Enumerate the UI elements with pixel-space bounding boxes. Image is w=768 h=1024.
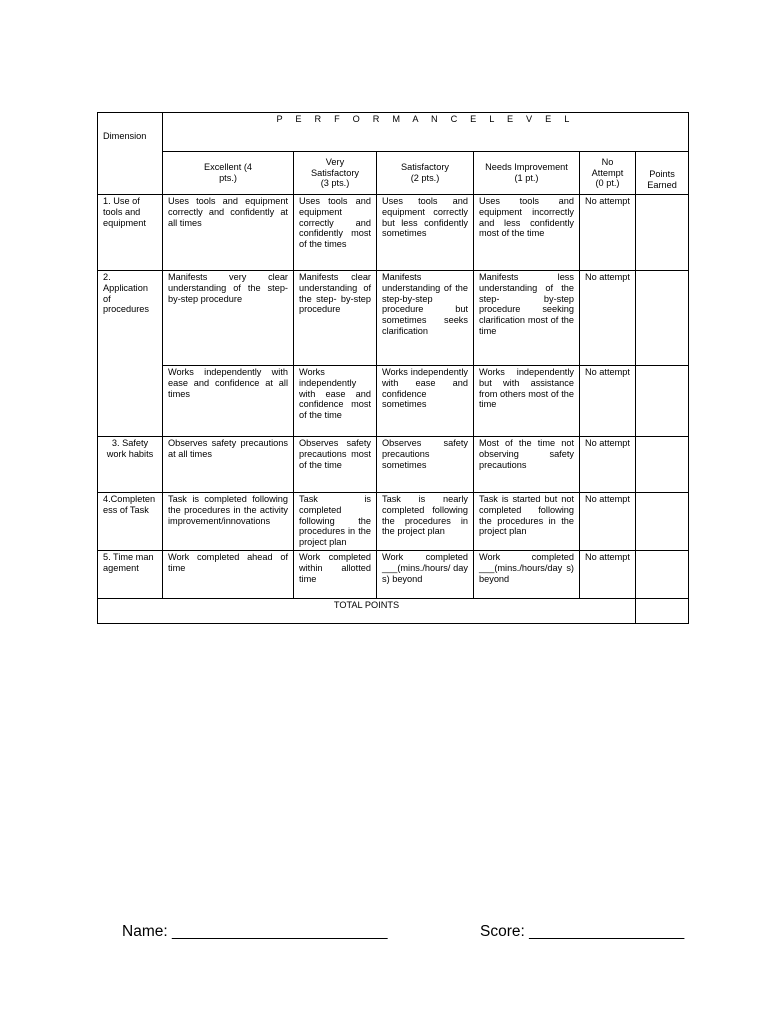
dimension-cell: 4.Completeness of Task (98, 493, 163, 551)
rubric-row-completeness-of-task (98, 493, 689, 551)
total-points-row (98, 599, 689, 624)
level-points: (0 pt.) (595, 178, 620, 189)
points-earned-cell (636, 195, 689, 271)
criteria-cell-satisfactory: Task is nearly completed following the procedures in the project plan (377, 493, 474, 551)
rubric-row-time-management (98, 551, 689, 599)
level-name: Needs Improvement (485, 162, 568, 173)
criteria-cell-excellent: Work completed ahead of time (163, 551, 294, 599)
criteria-cell-very-satisfactory: Observes safety precautions most of the time (294, 437, 377, 493)
criteria-cell-needs-improvement: Manifests less understanding of the step- by-step procedure seeking clarification most of the time (474, 271, 580, 366)
criteria-cell-no-attempt: No attempt (580, 366, 636, 437)
total-points-value-cell (636, 599, 689, 624)
criteria-cell-excellent: Uses tools and equipment correctly and confidently at all times (163, 195, 294, 271)
name-field: Name: _________________________ (122, 923, 388, 940)
points-earned-cell (636, 366, 689, 437)
criteria-cell-very-satisfactory: Work completed within allotted time (294, 551, 377, 599)
points-earned-cell (636, 271, 689, 366)
dimension-cell: 5. Time management (98, 551, 163, 599)
points-earned-cell (636, 551, 689, 599)
dimension-header: Dimension (103, 131, 147, 142)
performance-level-heading: P E R F O R M A N C E L E V E L (163, 113, 689, 152)
criteria-cell-no-attempt: No attempt (580, 493, 636, 551)
level-header-excellent (163, 152, 294, 195)
points-earned-cell (636, 437, 689, 493)
score-field: Score: __________________ (480, 923, 685, 940)
level-header-no-attempt (580, 152, 636, 195)
rubric-row-work-independently (98, 366, 689, 437)
level-points: (1 pt.) (514, 173, 539, 183)
dimension-header-cell (98, 113, 163, 195)
performance-rubric-table (97, 112, 689, 624)
criteria-cell-satisfactory: Works independently with ease and confidence sometimes (377, 366, 474, 437)
dimension-cell: 3. Safety work habits (98, 437, 163, 493)
criteria-cell-no-attempt: No attempt (580, 271, 636, 366)
dimension-cell: 2. Application of procedures (98, 271, 163, 437)
rubric-row-use-of-tools (98, 195, 689, 271)
criteria-cell-needs-improvement: Most of the time not observing safety precautions (474, 437, 580, 493)
points-earned-header: Points Earned (636, 152, 689, 195)
level-header-needs-improvement (474, 152, 580, 195)
level-header-very-satisfactory (294, 152, 377, 195)
level-points: (2 pts.) (410, 173, 440, 183)
total-points-label: TOTAL POINTS (98, 599, 636, 624)
criteria-cell-no-attempt: No attempt (580, 551, 636, 599)
criteria-cell-very-satisfactory: Uses tools and equipment correctly and confidently most of the times (294, 195, 377, 271)
rubric-row-application-of-procedures (98, 271, 689, 366)
criteria-cell-satisfactory: Uses tools and equipment correctly but less confidently sometimes (377, 195, 474, 271)
criteria-cell-excellent: Observes safety precautions at all times (163, 437, 294, 493)
level-name: Very Satisfactory (311, 156, 359, 178)
criteria-cell-satisfactory: Work completed ___(mins./hours/ day s) beyond (377, 551, 474, 599)
criteria-cell-needs-improvement: Task is started but not completed following the procedures in the project plan (474, 493, 580, 551)
level-points: pts.) (219, 173, 237, 183)
rubric-row-safety-work-habits (98, 437, 689, 493)
level-header-satisfactory (377, 152, 474, 195)
level-name: Excellent (4 (203, 162, 252, 173)
criteria-cell-no-attempt: No attempt (580, 437, 636, 493)
criteria-cell-needs-improvement: Works independently but with assistance from others most of the time (474, 366, 580, 437)
points-earned-cell (636, 493, 689, 551)
criteria-cell-needs-improvement: Work completed ___(mins./hours/day s) beyond (474, 551, 580, 599)
criteria-cell-very-satisfactory: Manifests clear understanding of the step- by-step procedure (294, 271, 377, 366)
criteria-cell-excellent: Works independently with ease and confidence at all times (163, 366, 294, 437)
level-name: No Attempt (591, 156, 624, 178)
criteria-cell-satisfactory: Observes safety precautions sometimes (377, 437, 474, 493)
level-points: (3 pts.) (320, 178, 350, 189)
criteria-cell-very-satisfactory: Works independently with ease and confidence most of the time (294, 366, 377, 437)
criteria-cell-excellent: Task is completed following the procedures in the activity improvement/innovations (163, 493, 294, 551)
criteria-cell-excellent: Manifests very clear understanding of the step- by-step procedure (163, 271, 294, 366)
level-name: Satisfactory (401, 162, 449, 173)
dimension-cell: 1. Use of tools and equipment (98, 195, 163, 271)
level-header-row (98, 152, 689, 195)
performance-level-row (98, 113, 689, 152)
criteria-cell-very-satisfactory: Task is completed following the procedures in the project plan (294, 493, 377, 551)
criteria-cell-no-attempt: No attempt (580, 195, 636, 271)
criteria-cell-needs-improvement: Uses tools and equipment incorrectly and less confidently most of the time (474, 195, 580, 271)
criteria-cell-satisfactory: Manifests understanding of the step-by-step procedure but sometimes seeks clarification (377, 271, 474, 366)
